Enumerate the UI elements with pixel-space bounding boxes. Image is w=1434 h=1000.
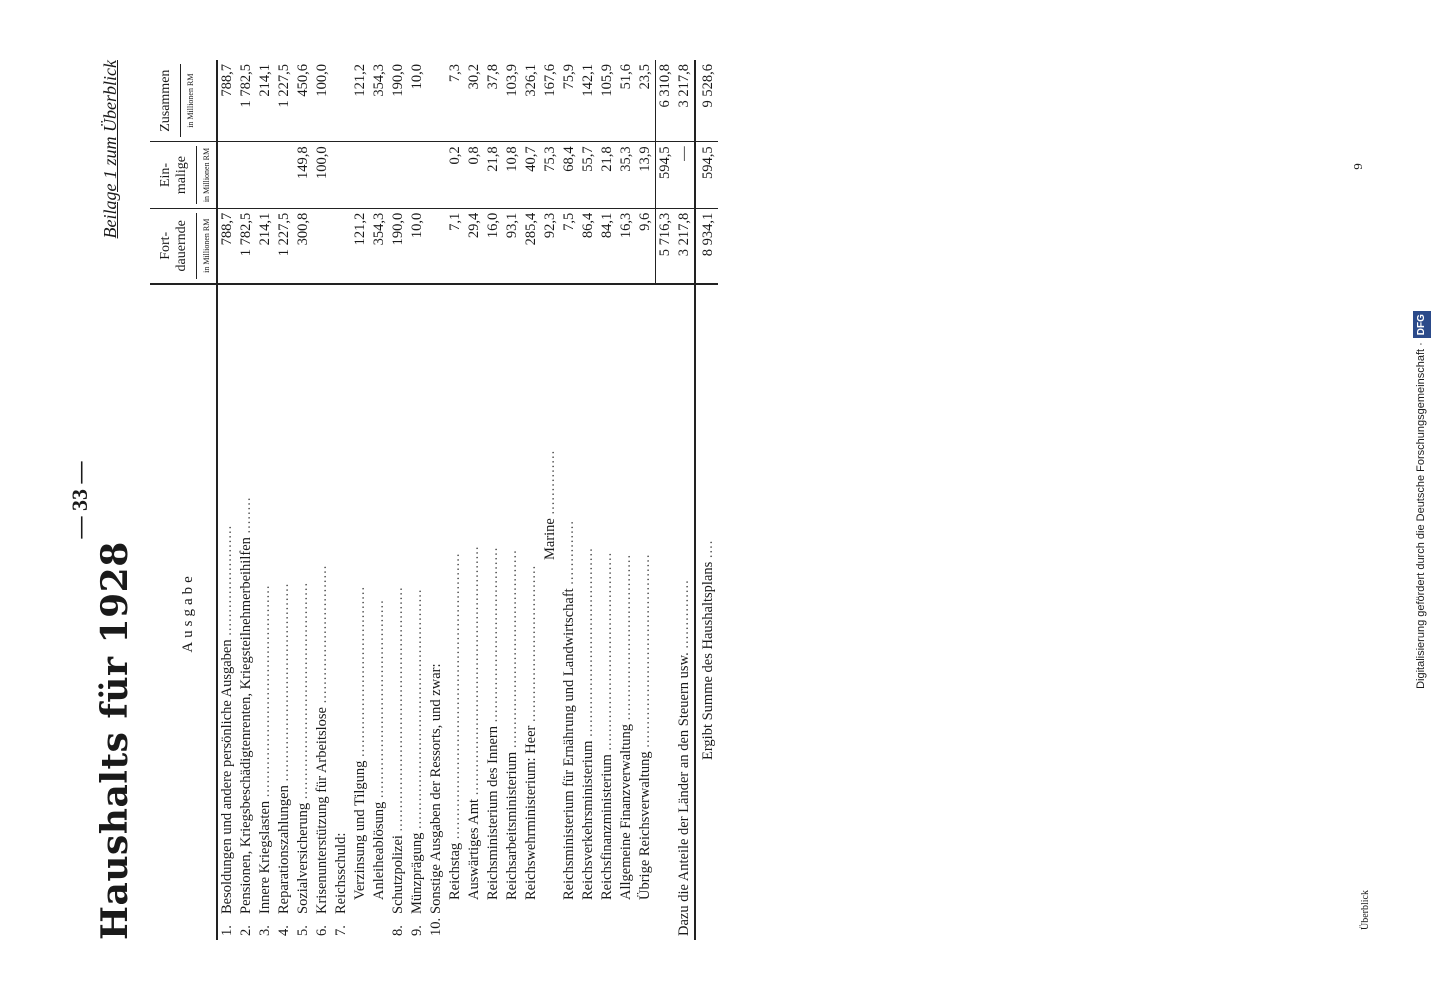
row-label: Sonstige Ausgaben der Ressorts, und zwar: — [428, 663, 444, 914]
value-einmalige — [275, 142, 294, 208]
row-description — [332, 284, 351, 940]
row-description — [503, 284, 522, 940]
rotated-sheet — [90, 60, 1360, 940]
row-label: Reichstag — [447, 842, 463, 900]
leader-dots: .................................................... — [409, 588, 425, 830]
value-fortdauernde: 84,1 — [598, 208, 617, 284]
header-ausgabe: Ausgabe — [150, 284, 217, 940]
value-einmalige: 55,7 — [579, 142, 598, 208]
row-label: Allgemeine Finanzverwaltung — [618, 724, 634, 900]
value-einmalige: 10,8 — [503, 142, 522, 208]
row-label: Reichsministerium für Ernährung und Landwirtschaft — [561, 588, 577, 900]
value-fortdauernde: 7,5 — [560, 208, 579, 284]
value-zusammen: 1 227,5 — [276, 64, 292, 108]
subtotal-fortdauernde: 5 716,3 — [656, 208, 676, 284]
value-zusammen: 190,0 — [390, 64, 406, 97]
leader-dots: ............... — [676, 579, 692, 649]
table-row — [541, 60, 560, 940]
leader-dots: ........................................... — [371, 599, 387, 799]
table-row — [636, 60, 656, 940]
total-einmalige: 594,5 — [695, 142, 718, 208]
row-label: Reichsfinanzministerium — [599, 754, 615, 900]
margin-word: Überblick — [1360, 890, 1371, 930]
table-header — [150, 60, 217, 940]
row-label: Innere Kriegslasten — [257, 800, 273, 914]
table-row — [389, 60, 408, 940]
value-einmalige: 21,8 — [484, 142, 503, 208]
subtotal-einmalige: 594,5 — [656, 142, 676, 208]
value-fortdauernde: 1 227,5 — [275, 208, 294, 284]
table-body — [217, 60, 718, 940]
value-einmalige — [237, 142, 256, 208]
total-row — [695, 60, 718, 940]
value-einmalige — [408, 142, 427, 208]
row-label: Reichsschuld: — [333, 832, 349, 914]
value-zusammen: 105,9 — [599, 64, 615, 97]
row-label: Münzprägung — [409, 832, 425, 914]
table-row — [484, 60, 503, 940]
row-description — [389, 284, 408, 940]
value-fortdauernde — [427, 208, 446, 284]
value-zusammen: 142,1 — [580, 64, 596, 97]
table-row — [598, 60, 617, 940]
laender-fortdauernde: 3 217,8 — [675, 208, 695, 284]
leader-dots: ........................ — [219, 524, 235, 636]
leader-dots: .............................................................. — [447, 552, 463, 840]
value-zusammen: 167,6 — [542, 64, 558, 97]
row-description — [256, 284, 275, 940]
table-row — [370, 60, 389, 940]
table-row — [294, 60, 313, 940]
leader-dots: ........ — [238, 496, 254, 534]
value-einmalige: 13,9 — [636, 142, 656, 208]
row-label: Schutzpolizei — [390, 835, 406, 914]
row-description — [484, 284, 503, 940]
value-einmalige — [351, 142, 370, 208]
value-fortdauernde: 788,7 — [217, 208, 237, 284]
value-zusammen: 450,6 — [295, 64, 311, 97]
row-label: Sozialversicherung — [295, 802, 311, 914]
subtotal-row — [656, 60, 676, 940]
row-label: Besoldungen und andere persönliche Ausgaben — [219, 639, 235, 914]
value-einmalige — [427, 142, 446, 208]
row-label: Anleiheablösung — [371, 801, 387, 900]
table-row — [579, 60, 598, 940]
row-number: 8. — [390, 925, 406, 936]
row-number: 9. — [409, 925, 425, 936]
leader-dots: ............................................... — [295, 581, 311, 800]
value-fortdauernde — [332, 208, 351, 284]
value-zusammen: 100,0 — [314, 64, 330, 97]
total-zusammen: 9 528,6 — [695, 60, 718, 142]
value-zusammen: 30,2 — [466, 64, 482, 90]
value-fortdauernde: 300,8 — [294, 208, 313, 284]
table-row — [427, 60, 446, 940]
value-zusammen: 788,7 — [219, 64, 235, 97]
table-row — [351, 60, 370, 940]
value-fortdauernde: 16,3 — [617, 208, 636, 284]
header-fortdauernde: Fort-dauernde in Millionen RM — [150, 208, 217, 284]
value-einmalige — [370, 142, 389, 208]
leader-dots: .............. — [561, 519, 577, 585]
leader-dots: ..................................... — [352, 585, 368, 757]
value-zusammen: 121,2 — [352, 64, 368, 97]
digitization-text: Digitalisierung gefördert durch die Deutsche Forschungsgemeinschaft · — [1415, 342, 1427, 689]
value-einmalige: 40,7 — [522, 142, 541, 208]
value-zusammen: 326,1 — [523, 64, 539, 97]
row-number: 6. — [314, 925, 330, 936]
page-number: — 33 — — [67, 461, 92, 539]
value-zusammen: 103,9 — [504, 64, 520, 97]
value-fortdauernde: 10,0 — [408, 208, 427, 284]
table-row — [465, 60, 484, 940]
total-description — [695, 284, 718, 940]
laender-label: Dazu die Anteile der Länder an den Steuern usw. — [676, 652, 692, 936]
value-zusammen: 23,5 — [637, 64, 653, 90]
table-row — [522, 60, 541, 940]
row-description — [560, 284, 579, 940]
row-number: 10. — [428, 917, 444, 936]
leader-dots: .................................. — [523, 564, 539, 723]
header-einmalige: Ein-malige in Millionen RM — [150, 142, 217, 208]
value-fortdauernde: 86,4 — [579, 208, 598, 284]
value-einmalige — [256, 142, 275, 208]
row-description — [446, 284, 465, 940]
value-fortdauernde — [313, 208, 332, 284]
appendix-label: Beilage 1 zum Überblick — [100, 60, 120, 239]
value-zusammen: 10,0 — [409, 64, 425, 90]
laender-einmalige: — — [675, 142, 695, 208]
row-number: 5. — [295, 925, 311, 936]
leader-dots: ........................................... — [599, 551, 615, 751]
table-row — [217, 60, 237, 940]
value-zusammen — [427, 60, 446, 142]
value-einmalige — [217, 142, 237, 208]
row-label: Übrige Reichsverwaltung — [637, 751, 653, 900]
header-zusammen: Zusammen in Millionen RM — [150, 60, 217, 142]
row-description — [217, 284, 237, 940]
row-description — [427, 284, 446, 940]
value-einmalige: 100,0 — [313, 142, 332, 208]
row-description — [370, 284, 389, 940]
row-description — [598, 284, 617, 940]
row-description — [617, 284, 636, 940]
row-description — [275, 284, 294, 940]
table-row — [332, 60, 351, 940]
value-einmalige: 68,4 — [560, 142, 579, 208]
leader-dots: .............................................. — [257, 584, 273, 798]
value-fortdauernde: 7,1 — [446, 208, 465, 284]
value-fortdauernde: 354,3 — [370, 208, 389, 284]
row-label: Reichsverkehrsministerium — [580, 740, 596, 900]
value-fortdauernde: 1 782,5 — [237, 208, 256, 284]
row-description — [313, 284, 332, 940]
row-description — [351, 284, 370, 940]
leader-dots: .............................. — [314, 564, 330, 704]
row-label: Reichsministerium des Innern — [485, 726, 501, 900]
value-einmalige — [389, 142, 408, 208]
value-zusammen: 51,6 — [618, 64, 634, 90]
value-fortdauernde: 214,1 — [256, 208, 275, 284]
row-description — [579, 284, 598, 940]
value-einmalige: 0,2 — [446, 142, 465, 208]
row-description — [465, 284, 484, 940]
dfg-logo: DFG — [1413, 311, 1431, 338]
leader-dots: ...................................................... — [466, 545, 482, 796]
value-zusammen: 7,3 — [447, 64, 463, 83]
row-description — [636, 284, 656, 940]
table-row — [503, 60, 522, 940]
row-label: Auswärtiges Amt — [466, 798, 482, 900]
value-fortdauernde: 121,2 — [351, 208, 370, 284]
row-label: Verzinsung und Tilgung — [352, 760, 368, 900]
value-fortdauernde: 9,6 — [636, 208, 656, 284]
value-fortdauernde: 92,3 — [541, 208, 560, 284]
leader-dots: .... — [700, 539, 716, 559]
leader-dots: ...................................... — [485, 546, 501, 723]
row-label: Pensionen, Kriegsbeschädigtenrenten, Kriegsteilnehmerbeihilfen — [238, 537, 254, 914]
table-row — [275, 60, 294, 940]
leader-dots: ........................................... — [276, 582, 292, 782]
row-label: Reparationszahlungen — [276, 785, 292, 914]
value-fortdauernde: 190,0 — [389, 208, 408, 284]
total-label: Ergibt Summe des Haushaltsplans — [700, 561, 716, 760]
row-description — [294, 284, 313, 940]
leader-dots: .......................................... — [637, 553, 653, 748]
table-row — [237, 60, 256, 940]
leader-dots: .................................... — [618, 553, 634, 721]
value-einmalige: 75,3 — [541, 142, 560, 208]
row-description — [237, 284, 256, 940]
value-fortdauernde: 93,1 — [503, 208, 522, 284]
value-einmalige: 35,3 — [617, 142, 636, 208]
value-zusammen: 37,8 — [485, 64, 501, 90]
value-einmalige: 0,8 — [465, 142, 484, 208]
row-label: Reichswehrministerium: Heer — [523, 725, 539, 900]
row-number: 4. — [276, 925, 292, 936]
leader-dots: .............. — [542, 449, 558, 515]
row-label: Reichsarbeitsministerium — [504, 751, 520, 900]
value-fortdauernde: 16,0 — [484, 208, 503, 284]
subtotal-label — [656, 284, 676, 940]
table-row — [408, 60, 427, 940]
table-row — [446, 60, 465, 940]
table-row — [256, 60, 275, 940]
laender-row — [675, 60, 695, 940]
value-einmalige: 21,8 — [598, 142, 617, 208]
value-zusammen: 75,9 — [561, 64, 577, 90]
leader-dots: ..................................................... — [390, 586, 406, 832]
leader-dots: ......................................... — [580, 547, 596, 737]
row-number: 2. — [238, 925, 254, 936]
laender-description — [675, 284, 695, 940]
budget-table — [150, 60, 718, 940]
value-fortdauernde: 285,4 — [522, 208, 541, 284]
value-zusammen — [332, 60, 351, 142]
row-number: 7. — [333, 925, 349, 936]
row-description — [522, 284, 541, 940]
row-label: Marine — [542, 518, 558, 560]
digitization-note — [1408, 0, 1434, 1000]
row-label: Krisenunterstützung für Arbeitslose — [314, 707, 330, 914]
table-row — [313, 60, 332, 940]
margin-digit: 9 — [1352, 163, 1365, 170]
total-fortdauernde: 8 934,1 — [695, 208, 718, 284]
value-einmalige — [332, 142, 351, 208]
row-description — [541, 284, 560, 940]
page-title: Haushalts für 1928 — [94, 541, 136, 940]
leader-dots: ........................................... — [504, 549, 520, 749]
table-row — [617, 60, 636, 940]
value-fortdauernde: 29,4 — [465, 208, 484, 284]
table-row — [560, 60, 579, 940]
value-zusammen: 354,3 — [371, 64, 387, 97]
row-description — [408, 284, 427, 940]
value-einmalige: 149,8 — [294, 142, 313, 208]
value-zusammen: 214,1 — [257, 64, 273, 97]
laender-zusammen: 3 217,8 — [676, 64, 692, 108]
subtotal-zusammen: 6 310,8 — [656, 60, 676, 142]
row-number: 3. — [257, 925, 273, 936]
value-zusammen: 1 782,5 — [238, 64, 254, 108]
row-number: 1. — [219, 925, 235, 936]
